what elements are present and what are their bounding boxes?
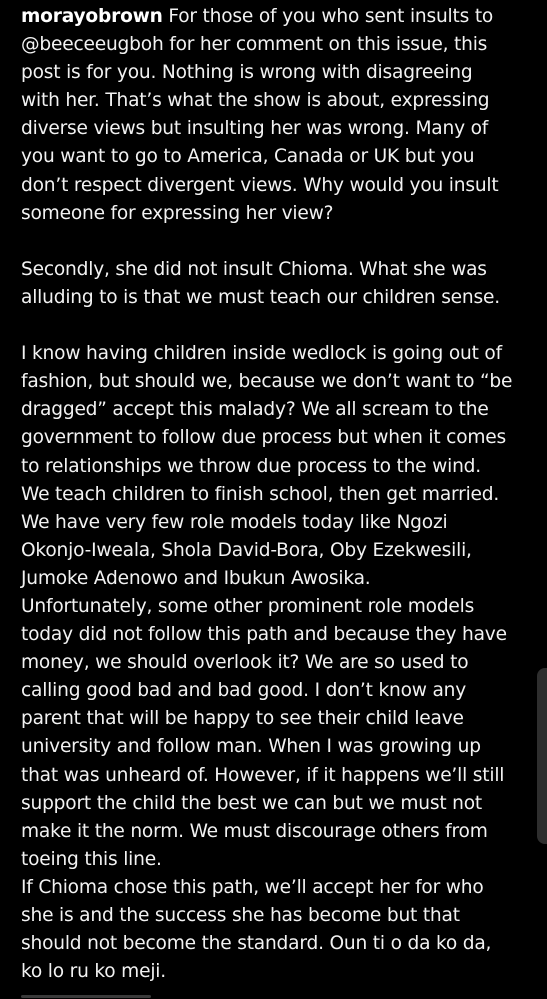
- caption-line: she is and the success she has become but that: [21, 905, 460, 926]
- username-link[interactable]: morayobrown: [21, 6, 163, 27]
- caption-line: If Chioma chose this path, we’ll accept her for who: [21, 876, 484, 898]
- caption-line: to relationships we throw due process to the wind.: [21, 455, 482, 477]
- caption-line: We have very few role models today like Ngozi: [21, 511, 448, 533]
- caption-line: Okonjo-Iweala, Shola David-Bora, Oby Ezekwesili,: [21, 539, 472, 561]
- post-caption: [21, 3, 521, 986]
- caption-line: Jumoke Adenowo and Ibukun Awosika.: [21, 567, 371, 589]
- caption-line: that was unheard of. However, if it happens we’ll still: [21, 764, 505, 786]
- caption-line: toeing this line.: [21, 848, 162, 870]
- caption-line: parent that will be happy to see their child leave: [21, 708, 464, 730]
- caption-line: support the child the best we can but we must not: [21, 792, 482, 814]
- scrollbar-thumb[interactable]: [537, 668, 547, 844]
- caption-line: fashion, but should we, because we don’t want to “be: [21, 371, 513, 393]
- caption-paragraph-2: [21, 256, 521, 312]
- paragraph-spacer: [21, 228, 521, 256]
- caption-line: Secondly, she did not insult Chioma. What she was: [21, 258, 487, 280]
- caption-line: We teach children to finish school, then get married.: [21, 483, 500, 505]
- cut-off-timestamp-row: [21, 990, 151, 999]
- caption-line: government to follow due process but when it comes: [21, 427, 507, 449]
- caption-line: with her. That’s what the show is about, expressing: [21, 90, 490, 112]
- caption-line: money, we should overlook it? We are so used to: [21, 652, 469, 674]
- caption-line: I know having children inside wedlock is going out of: [21, 343, 502, 365]
- paragraph-spacer: [21, 312, 521, 340]
- caption-line: calling good bad and bad good. I don’t know any: [21, 680, 467, 702]
- caption-line: don’t respect divergent views. Why would you insult: [21, 174, 499, 196]
- caption-line: should not become the standard. Oun ti o da ko da,: [21, 933, 492, 955]
- caption-line: diverse views but insulting her was wrong. Many of: [21, 118, 489, 140]
- caption-line: Unfortunately, some other prominent role models: [21, 595, 475, 617]
- caption-paragraph-3: [21, 340, 521, 986]
- caption-line: dragged” accept this malady? We all scream to the: [21, 399, 489, 421]
- caption-line: alluding to is that we must teach our children sense.: [21, 286, 500, 308]
- caption-paragraph-1: [21, 3, 521, 228]
- caption-line: ko lo ru ko meji.: [21, 961, 166, 983]
- caption-line: make it the norm. We must discourage others from: [21, 820, 488, 842]
- caption-line: university and follow man. When I was growing up: [21, 736, 481, 758]
- caption-line: you want to go to America, Canada or UK but you: [21, 146, 475, 168]
- caption-line: morayobrown For those of you who sent insults to: [21, 6, 494, 27]
- caption-line: someone for expressing her view?: [21, 202, 334, 224]
- caption-line: today did not follow this path and because they have: [21, 624, 507, 646]
- caption-line: @beeceeugboh for her comment on this issue, this: [21, 34, 488, 56]
- caption-line: post is for you. Nothing is wrong with disagreeing: [21, 62, 473, 84]
